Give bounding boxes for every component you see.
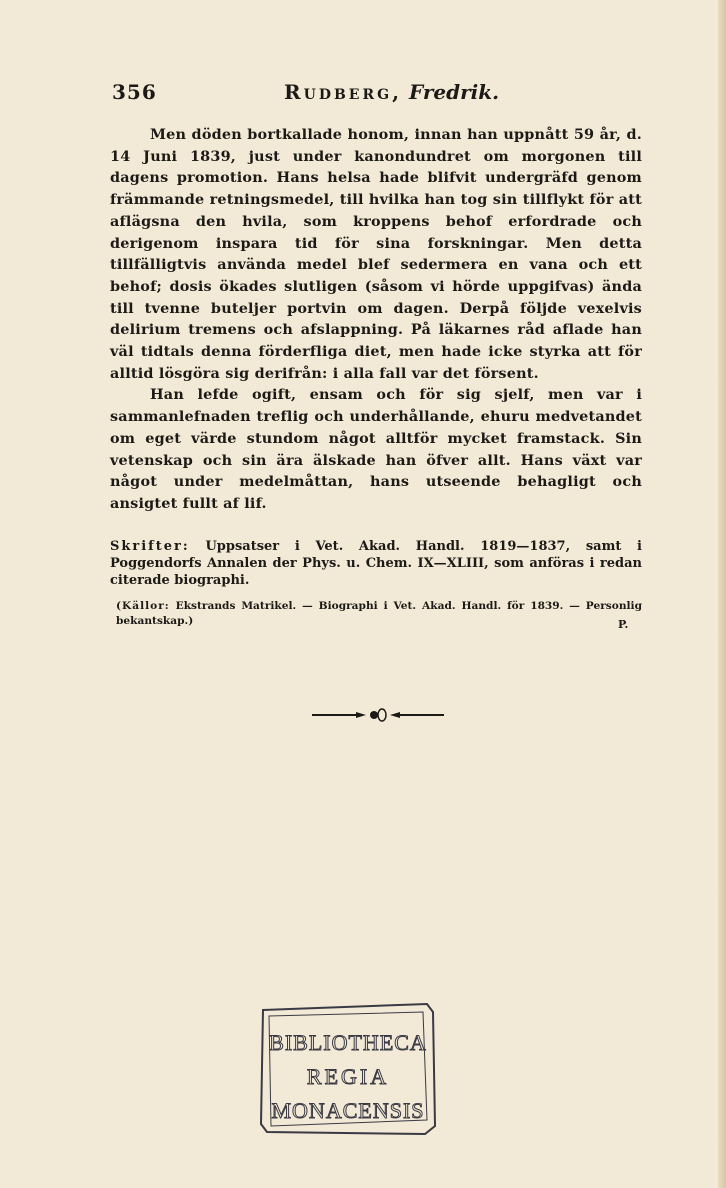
writings-label: Skrifter:	[110, 539, 190, 554]
end-ornament	[312, 708, 444, 722]
sources-text: Ekstrands Matrikel. — Biographi i Vet. Akad. Handl. för 1839. — Personlig bekantskap.)	[116, 600, 642, 627]
stamp-line-2: REGIA	[306, 1064, 390, 1089]
writings-note	[110, 538, 642, 589]
writings-text: Uppsatser i Vet. Akad. Handl. 1819—1837, samt i Poggendorfs Annalen der Phys. u. Chem. IX—XLIII, som anföras i redan citerade biographi.	[110, 539, 642, 588]
sources-label: (Källor:	[116, 600, 170, 612]
running-head	[284, 80, 499, 104]
page-number: 356	[112, 80, 157, 104]
stamp-line-3: MONACENSIS	[271, 1098, 425, 1123]
paragraph-character: Han lefde ogift, ensam och för sig sjelf, men var i sammanlefnaden treflig och underhållande, ehuru medvetandet om eget värde stundom något alltför mycket framstack. Sin vetenskap och sin ära älskade han öfver allt. Hans växt var något under medelmåttan, hans utseende behagligt och ansigtet fullt af lif.	[110, 386, 642, 512]
author-signature: P.	[618, 618, 629, 631]
page-edge	[718, 0, 726, 1188]
body-text	[110, 124, 642, 515]
stamp-line-1: BIBLIOTHECA	[269, 1030, 427, 1055]
running-header	[112, 80, 592, 106]
library-stamp	[257, 1000, 439, 1138]
running-head-given-name: Fredrik.	[409, 80, 500, 104]
paragraph-death: Men döden bortkallade honom, innan han uppnått 59 år, d. 14 Juni 1839, just under kanondundret om morgonen till dagens promotion. Hans helsa hade blifvit undergräfd genom främmande retningsmedel, till hvilka han tog sin tillflykt för att aflägsna den hvila, som kroppens behof erfordrade och derigenom inspara tid för sina forskningar. Men detta tillfälligtvis använda medel blef sedermera en vana och ett behof; dosis ökades slutligen (såsom vi hörde uppgifvas) ända till tvenne buteljer portvin om dagen. Derpå följde vexelvis delirium tremens och afslappning. På läkarnes råd aflade han väl tidtals denna förderfliga diet, men hade icke styrka att för alltid lösgöra sig derifrån: i alla fall var det försent.	[110, 126, 642, 382]
running-head-surname: Rudberg,	[284, 80, 403, 104]
sources-note	[116, 599, 642, 629]
